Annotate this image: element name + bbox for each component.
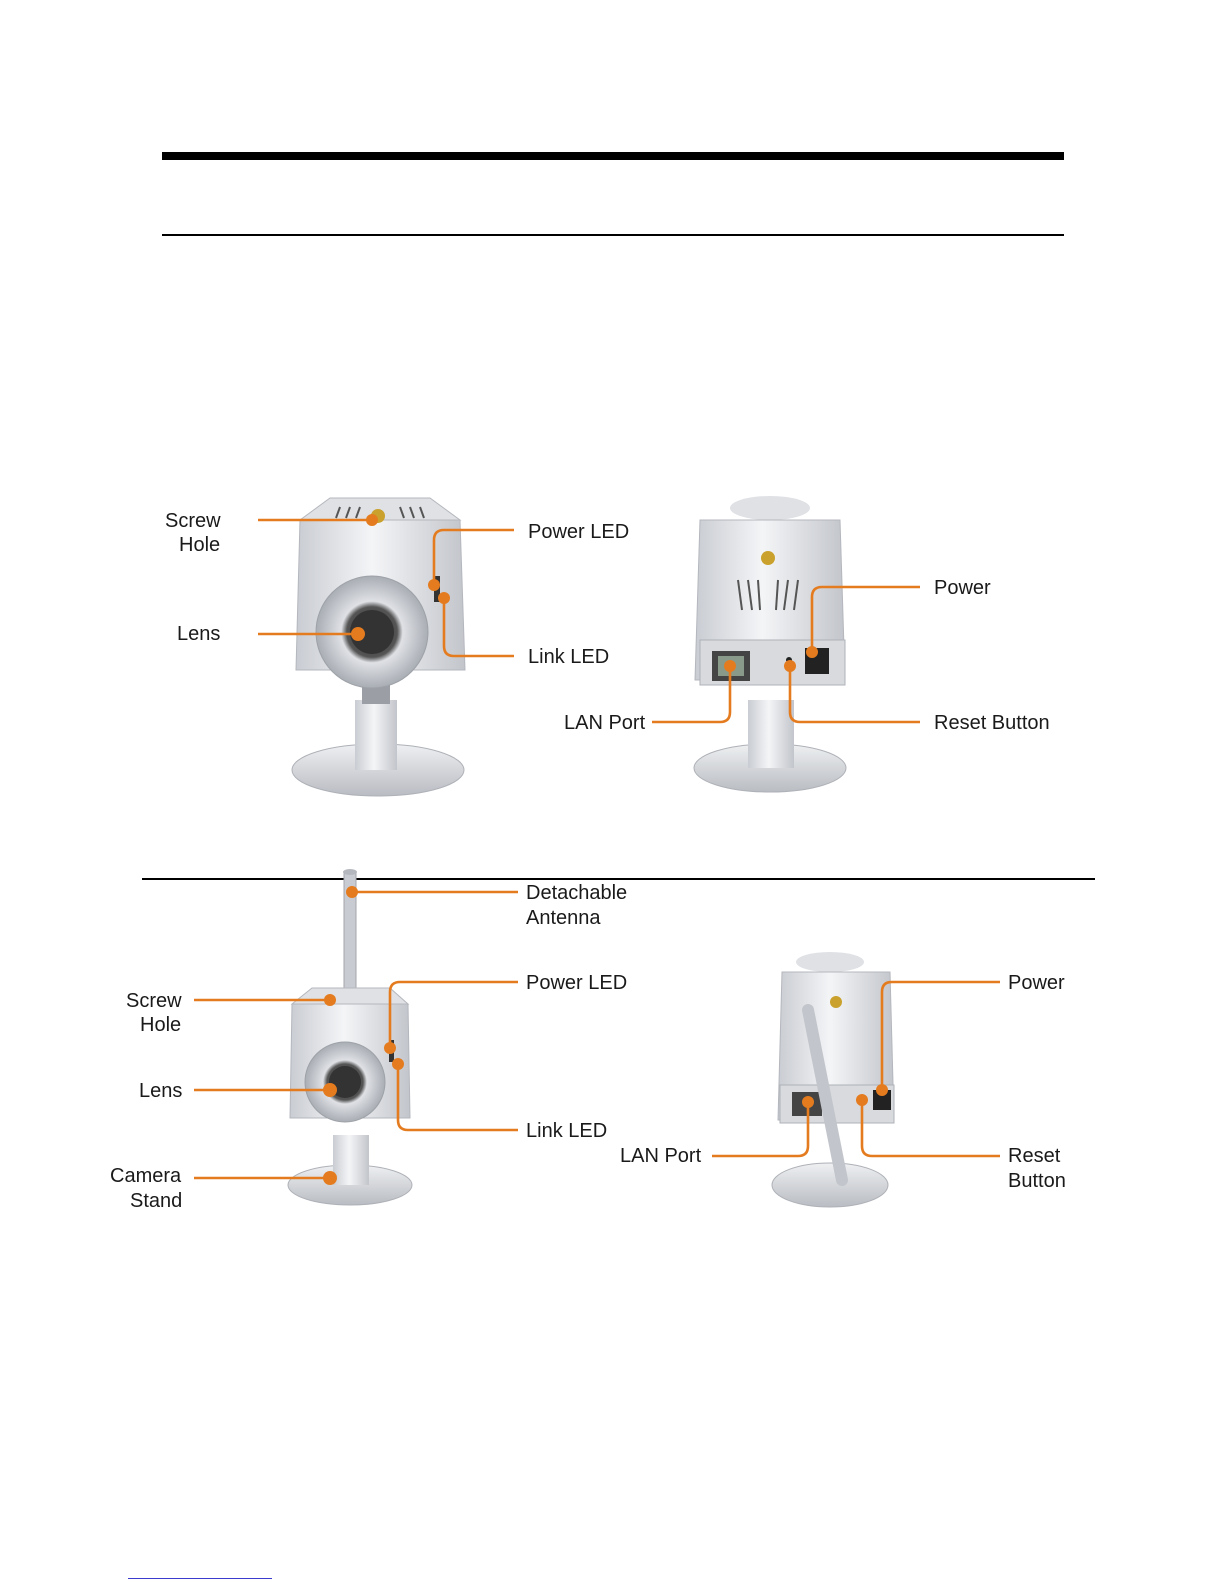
label-lan-port: LAN Port bbox=[564, 712, 646, 734]
label-detachable: Detachable bbox=[526, 882, 628, 904]
label-hole: Hole bbox=[179, 534, 221, 556]
label-link-led: Link LED bbox=[528, 646, 610, 668]
label-power: Power bbox=[934, 577, 991, 599]
label-reset-button: Reset Button bbox=[934, 712, 1050, 734]
label-screw-2: Screw bbox=[126, 990, 182, 1012]
label-screw: Screw bbox=[165, 510, 221, 532]
label-lens: Lens bbox=[177, 623, 221, 645]
label-power-led: Power LED bbox=[528, 521, 630, 543]
label-reset: Reset bbox=[1008, 1145, 1061, 1167]
label-lan-port-2: LAN Port bbox=[620, 1145, 702, 1167]
wireless-camera-back-icon bbox=[772, 952, 894, 1207]
label-hole-2: Hole bbox=[140, 1014, 182, 1036]
label-link-led-2: Link LED bbox=[526, 1120, 608, 1142]
label-antenna: Antenna bbox=[526, 907, 601, 929]
label-power-led-2: Power LED bbox=[526, 972, 628, 994]
camera-back-icon bbox=[694, 496, 846, 792]
wireless-camera-front-icon bbox=[288, 869, 412, 1205]
label-camera: Camera bbox=[110, 1165, 182, 1187]
label-stand: Stand bbox=[130, 1190, 183, 1212]
camera-front-icon bbox=[292, 498, 465, 796]
label-power-2: Power bbox=[1008, 972, 1065, 994]
label-lens-2: Lens bbox=[139, 1080, 183, 1102]
label-button: Button bbox=[1008, 1170, 1066, 1192]
